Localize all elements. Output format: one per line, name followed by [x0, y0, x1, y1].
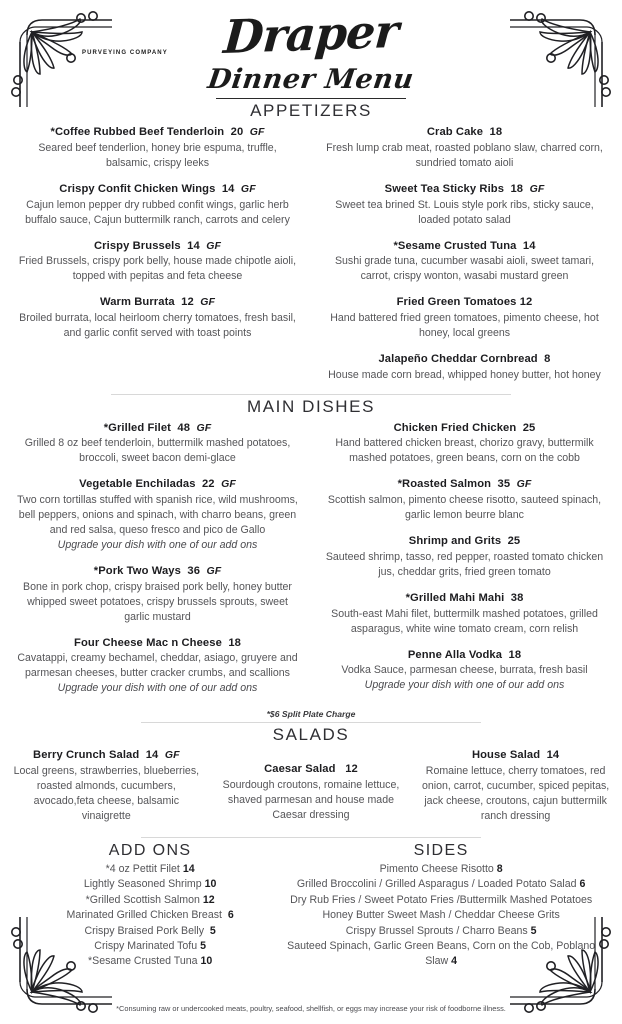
menu-item-description: Hand battered chicken breast, chorizo gravy, buttermilk mashed potatoes, green beans, corn on the cobb — [335, 437, 594, 465]
menu-item-name: Warm Burrata 12 GF — [99, 296, 216, 309]
side-line: Dry Rub Fries / Sweet Potato Fries /Buttermilk Mashed Potatoes Honey Butter Sweet Mash / Cheddar Cheese Grits — [290, 893, 593, 922]
brand-tagline: PURVEYING COMPANY — [82, 50, 168, 57]
main-dishes-columns — [4, 421, 618, 708]
menu-item-description: Sushi grade tuna, cucumber wasabi aioli, sweet tamari, carrot, crispy wonton, wasabi mustard green — [334, 255, 595, 283]
menu-item — [323, 534, 606, 580]
add-on-line: Crispy Braised Pork Belly 5 — [84, 924, 216, 937]
menu-item-note: Upgrade your dish with one of our add ons — [364, 679, 565, 692]
menu-item — [16, 295, 299, 341]
menu-item-description: Local greens, strawberries, blueberries, roasted almonds, cucumbers, avocado,feta cheese, balsamic vinaigrette — [13, 764, 200, 823]
menu-item-description: Fried Brussels, crispy pork belly, house made chipotle aioli, topped with pepitas and feta cheese — [18, 255, 297, 283]
add-ons-section — [4, 842, 280, 970]
menu-item — [16, 564, 299, 625]
menu-item-description: Sauteed shrimp, tasso, red pepper, roasted tomato chicken jus, cheddar grits, fried green tomato — [325, 550, 604, 578]
gf-badge: GF — [206, 239, 221, 252]
menu-item-name: Four Cheese Mac n Cheese 18 — [74, 636, 241, 649]
section-heading-salads: SALADS — [272, 725, 350, 745]
add-on-line: Crispy Marinated Tofu 5 — [94, 939, 206, 952]
menu-item-note: Upgrade your dish with one of our add ons — [57, 682, 258, 695]
menu-item-name: Penne Alla Vodka 18 — [407, 648, 522, 661]
menu-item — [323, 295, 606, 341]
menu-item-name: Caesar Salad 12 — [264, 763, 358, 776]
gf-badge: GF — [221, 478, 236, 491]
menu-item — [421, 748, 610, 824]
menu-item-name: Berry Crunch Salad 14 GF — [33, 749, 180, 762]
menu-item-name: Vegetable Enchiladas 22 GF — [79, 478, 236, 491]
salad-column — [209, 748, 414, 835]
menu-item-description: Broiled burrata, local heirloom cherry tomatoes, fresh basil, and garlic confit served with toast points — [19, 312, 296, 340]
side-line: Crispy Brussel Sprouts / Charro Beans 5 — [345, 924, 537, 937]
brand-name: Draper — [222, 3, 400, 65]
menu-item-description: Grilled 8 oz beef tenderloin, buttermilk mashed potatoes, broccoli, sweet bacon demi-glace — [24, 437, 291, 465]
menu-item — [16, 239, 299, 285]
menu-item — [323, 421, 606, 467]
menu-header — [4, 0, 618, 99]
appetizers-right-column — [311, 125, 618, 393]
menu-item-name: *Grilled Mahi Mahi 38 — [405, 591, 524, 604]
menu-item-description: Sweet tea brined St. Louis style pork ribs, sticky sauce, loaded potato salad — [335, 198, 594, 226]
gf-badge: GF — [206, 565, 222, 578]
menu-item-description: Romaine lettuce, cherry tomatoes, red onion, carrot, cucumber, spiced pepitas, jack cheese, croutons, cajun buttermilk ranch dressing — [421, 764, 610, 823]
menu-item-description: Cavatappi, creamy bechamel, cheddar, asiago, gruyere and parmesan cheeses, butter cracker crumbs, and scallions — [17, 652, 298, 680]
section-heading-add-ons: ADD ONS — [108, 842, 192, 860]
addons-sides-row — [4, 842, 618, 970]
gf-badge: GF — [196, 421, 212, 434]
menu-item-name: *Sesame Crusted Tuna 14 — [393, 239, 536, 252]
salads-columns — [4, 748, 618, 835]
menu-item — [323, 648, 606, 694]
title-rule — [216, 98, 406, 99]
menu-item-name: House Salad 14 — [471, 749, 560, 762]
sides-section — [280, 842, 618, 970]
menu-item — [12, 748, 201, 824]
menu-item — [16, 477, 299, 553]
menu-item-name: *Roasted Salmon 35 GF — [397, 478, 532, 491]
split-plate-charge: *$6 Split Plate Charge — [266, 709, 356, 720]
section-heading-appetizers: APPETIZERS — [250, 101, 372, 121]
menu-title-wrap — [4, 64, 618, 99]
page-title: Dinner Menu — [206, 64, 416, 96]
menu-item — [323, 591, 606, 637]
section-heading-main-dishes: MAIN DISHES — [246, 396, 376, 416]
salad-column — [4, 748, 209, 835]
menu-item-description: House made corn bread, whipped honey butter, hot honey — [328, 368, 601, 381]
menu-item-description: Cajun lemon pepper dry rubbed confit wings, garlic herb buffalo sauce, Cajun buttermilk ranch, carrots and celery — [25, 198, 290, 226]
salad-column — [413, 748, 618, 835]
menu-item — [16, 636, 299, 697]
menu-item-name: Fried Green Tomatoes 12 — [396, 296, 533, 309]
add-on-line: *Sesame Crusted Tuna 10 — [88, 955, 213, 968]
menu-item-name: Crab Cake 18 — [426, 126, 503, 139]
side-line: Pimento Cheese Risotto 8 — [379, 863, 503, 876]
menu-item-note: Upgrade your dish with one of our add ons — [57, 539, 258, 552]
section-divider — [111, 394, 511, 395]
gf-badge: GF — [516, 478, 532, 491]
section-heading-sides: SIDES — [413, 842, 469, 860]
menu-item-name: Jalapeño Cheddar Cornbread 8 — [378, 353, 551, 366]
restaurant-logo — [4, 3, 618, 65]
menu-item — [323, 477, 606, 523]
appetizers-left-column — [4, 125, 311, 393]
menu-item — [323, 182, 606, 228]
menu-item-name: *Grilled Filet 48 GF — [103, 421, 212, 434]
menu-item-name: Chicken Fried Chicken 25 — [393, 421, 536, 434]
section-divider — [141, 722, 481, 723]
disclaimer-footnote: *Consuming raw or undercooked meats, poultry, seafood, shellfish, or eggs may increase your risk of foodborne illness. — [116, 1003, 506, 1013]
gf-badge: GF — [200, 296, 216, 309]
section-divider — [141, 837, 481, 838]
menu-item — [323, 352, 606, 383]
menu-item-name: Shrimp and Grits 25 — [408, 535, 521, 548]
menu-item — [323, 125, 606, 171]
menu-item-description: Two corn tortillas stuffed with spanish rice, wild mushrooms, bell peppers, onions and spinach, with charro beans, green and red salsa, queso fresco and pico de Gallo — [17, 494, 298, 537]
menu-item — [16, 125, 299, 171]
menu-item-description: Scottish salmon, pimento cheese risotto, sauteed spinach, garlic lemon beurre blanc — [327, 494, 602, 522]
menu-item — [217, 762, 406, 823]
appetizers-columns — [4, 125, 618, 393]
add-on-line: Marinated Grilled Chicken Breast 6 — [66, 909, 234, 922]
add-on-line: *4 oz Pettit Filet 14 — [105, 863, 195, 876]
main-dishes-right-column — [311, 421, 618, 708]
menu-item — [16, 421, 299, 467]
menu-item-description: Vodka Sauce, parmesan cheese, burrata, fresh basil — [341, 664, 588, 677]
add-on-line: *Grilled Scottish Salmon 12 — [85, 893, 215, 906]
menu-item-name: Crispy Confit Chicken Wings 14 GF — [59, 183, 256, 195]
menu-item — [16, 182, 299, 228]
menu-item-description: Fresh lump crab meat, roasted poblano slaw, charred corn, sundried tomato aioli — [326, 141, 603, 169]
menu-item-name: *Coffee Rubbed Beef Tenderloin 20 GF — [50, 126, 265, 139]
main-dishes-left-column — [4, 421, 311, 708]
add-on-line: Lightly Seasoned Shrimp 10 — [83, 878, 217, 891]
menu-item-description: Seared beef tenderlion, honey brie espuma, truffle, balsamic, crispy leeks — [38, 141, 277, 169]
menu-item-description: Hand battered fried green tomatoes, pimento cheese, hot honey, local greens — [330, 312, 599, 340]
gf-badge: GF — [240, 183, 256, 195]
gf-badge: GF — [529, 183, 545, 195]
menu-item-name: Sweet Tea Sticky Ribs 18 GF — [384, 183, 545, 195]
menu-item-name: *Pork Two Ways 36 GF — [93, 565, 222, 578]
menu-item-description: Sourdough croutons, romaine lettuce, shaved parmesan and house made Caesar dressing — [222, 778, 400, 822]
gf-badge: GF — [249, 126, 265, 139]
menu-item-description: Bone in pork chop, crispy braised pork belly, honey butter whipped sweet potatoes, crispy brussels sprouts, sweet garlic mustard — [23, 580, 292, 623]
menu-item-name: Crispy Brussels 14 GF — [94, 239, 221, 252]
menu-item-description: South-east Mahi filet, buttermilk mashed potatoes, grilled asparagus, white wine tomato cream, corn relish — [331, 607, 598, 635]
gf-badge: GF — [164, 749, 180, 762]
side-line: Sauteed Spinach, Garlic Green Beans, Corn on the Cob, Poblano Slaw 4 — [287, 939, 596, 968]
side-line: Grilled Broccolini / Grilled Asparagus / Loaded Potato Salad 6 — [296, 878, 586, 891]
menu-item — [323, 239, 606, 285]
